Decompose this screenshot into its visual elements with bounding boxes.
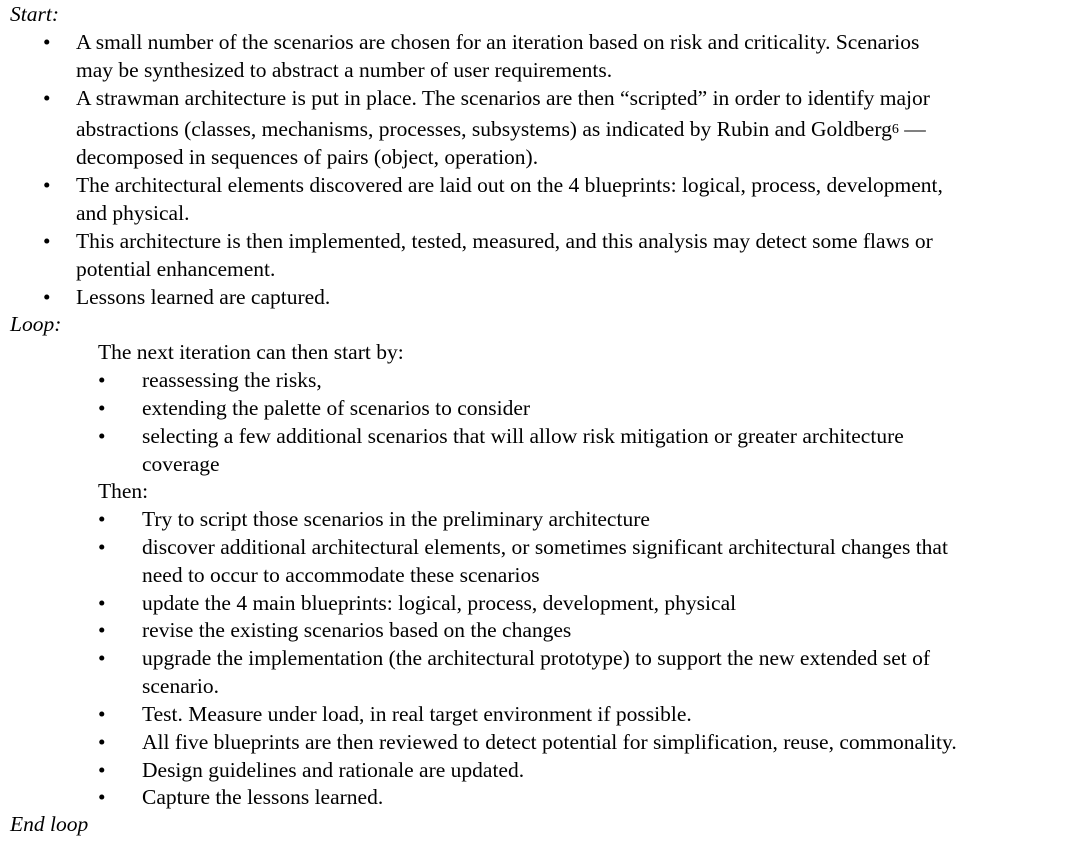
text-line: potential enhancement. xyxy=(76,257,276,281)
bullet: • xyxy=(98,785,106,809)
then-label: Then: xyxy=(98,479,149,503)
text-line: Test. Measure under load, in real target environment if possible. xyxy=(142,702,692,726)
text-line: The architectural elements discovered are laid out on the 4 blueprints: logical, process, development, xyxy=(76,173,943,197)
text-line: extending the palette of scenarios to consider xyxy=(142,396,531,420)
text-line: A strawman architecture is put in place. The scenarios are then “scripted” in order to identify major xyxy=(76,86,930,110)
bullet: • xyxy=(43,86,51,110)
bullet: • xyxy=(98,646,106,670)
text-line xyxy=(76,115,926,143)
bullet: • xyxy=(98,618,106,642)
start-label: Start: xyxy=(10,2,59,26)
text-span: abstractions (classes, mechanisms, processes, subsystems) as indicated by Rubin and Goldberg xyxy=(76,117,892,141)
text-line: selecting a few additional scenarios that will allow risk mitigation or greater architecture xyxy=(142,424,904,448)
text-line: decomposed in sequences of pairs (object, operation). xyxy=(76,145,539,169)
text-line: reassessing the risks, xyxy=(142,368,322,392)
bullet: • xyxy=(98,591,106,615)
text-line: discover additional architectural elements, or sometimes significant architectural changes that xyxy=(142,535,948,559)
text-line: All five blueprints are then reviewed to detect potential for simplification, reuse, commonality. xyxy=(142,730,957,754)
bullet: • xyxy=(43,285,51,309)
bullet: • xyxy=(98,535,106,559)
text-span: — xyxy=(898,117,926,141)
bullet: • xyxy=(98,702,106,726)
loop-intro: The next iteration can then start by: xyxy=(98,340,404,364)
bullet: • xyxy=(43,173,51,197)
end-loop-label: End loop xyxy=(10,812,89,836)
text-line: need to occur to accommodate these scenarios xyxy=(142,563,540,587)
text-line: may be synthesized to abstract a number of user requirements. xyxy=(76,58,613,82)
text-line: and physical. xyxy=(76,201,190,225)
text-line: Try to script those scenarios in the preliminary architecture xyxy=(142,507,650,531)
bullet: • xyxy=(98,730,106,754)
text-line: coverage xyxy=(142,452,220,476)
bullet: • xyxy=(43,30,51,54)
text-line: Design guidelines and rationale are updated. xyxy=(142,758,525,782)
text-line: Capture the lessons learned. xyxy=(142,785,384,809)
bullet: • xyxy=(98,758,106,782)
text-line: A small number of the scenarios are chosen for an iteration based on risk and criticality. Scenarios xyxy=(76,30,920,54)
text-line: Lessons learned are captured. xyxy=(76,285,331,309)
text-line: update the 4 main blueprints: logical, process, development, physical xyxy=(142,591,737,615)
text-line: upgrade the implementation (the architectural prototype) to support the new extended set of xyxy=(142,646,931,670)
bullet: • xyxy=(98,368,106,392)
footnote-ref: 6 xyxy=(891,122,899,137)
bullet: • xyxy=(98,507,106,531)
text-line: scenario. xyxy=(142,674,220,698)
loop-label: Loop: xyxy=(10,312,62,336)
text-line: This architecture is then implemented, tested, measured, and this analysis may detect some flaws or xyxy=(76,229,933,253)
bullet: • xyxy=(98,424,106,448)
bullet: • xyxy=(98,396,106,420)
text-line: revise the existing scenarios based on the changes xyxy=(142,618,572,642)
bullet: • xyxy=(43,229,51,253)
